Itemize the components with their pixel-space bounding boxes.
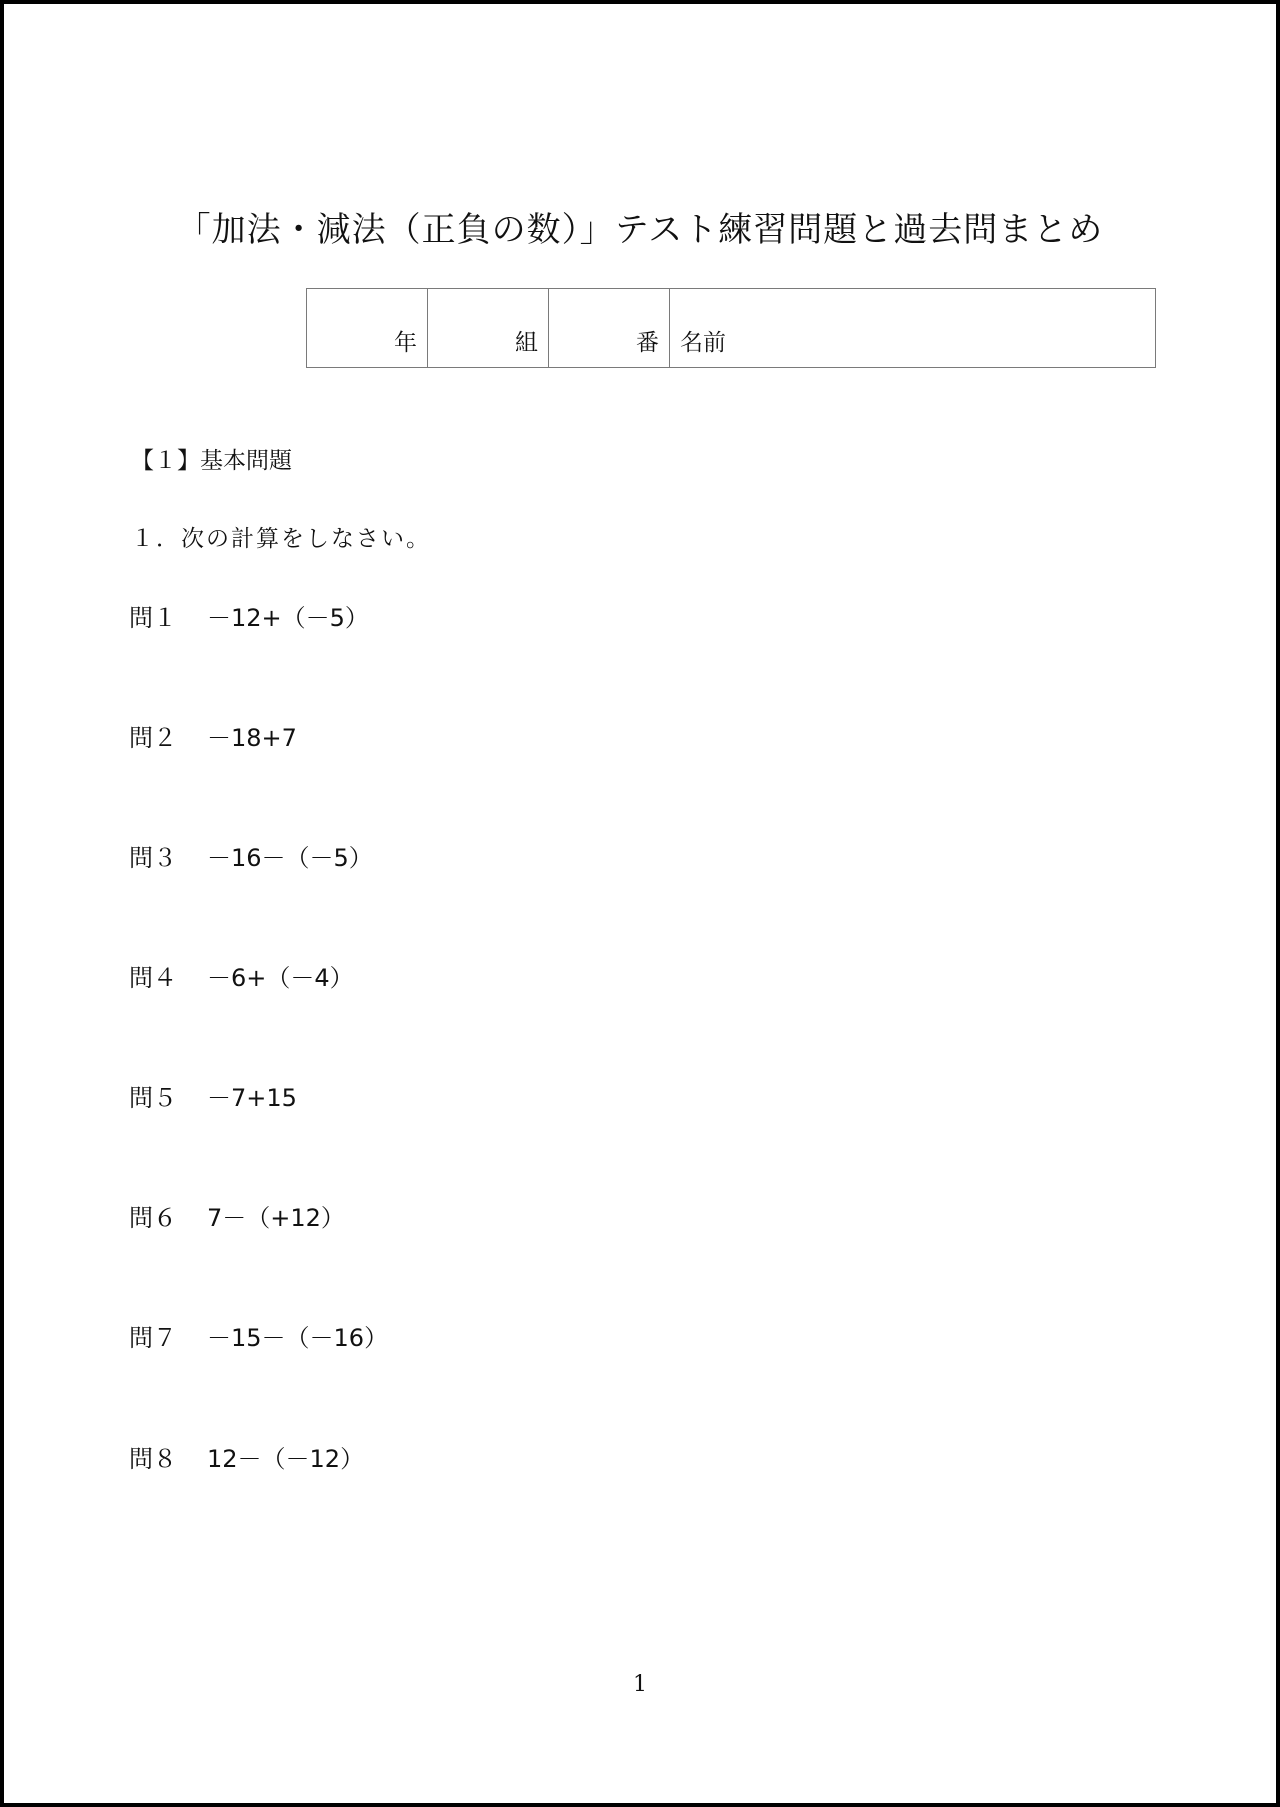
problem-label: 問１ (129, 604, 177, 632)
problem-label: 問３ (129, 844, 177, 872)
year-label: 年 (394, 330, 417, 356)
problem-8 (129, 1439, 364, 1474)
problem-expression: 12－（－12） (207, 1445, 365, 1473)
name-field[interactable] (670, 289, 1156, 368)
problem-6 (129, 1198, 345, 1233)
page-title: 「加法・減法（正負の数）」テスト練習問題と過去問まとめ (176, 210, 1104, 250)
problem-3 (129, 838, 373, 873)
problem-label: 問７ (129, 1324, 177, 1352)
class-label: 組 (515, 330, 538, 356)
problem-expression: －16－（－5） (207, 844, 373, 872)
problem-expression: －15－（－16） (207, 1324, 389, 1352)
problem-1 (129, 598, 369, 633)
problem-expression: －12+（－5） (207, 604, 369, 632)
problem-4 (129, 958, 354, 993)
student-info-table (306, 288, 1156, 368)
problem-expression: 7－（+12） (207, 1204, 345, 1232)
problem-label: 問４ (129, 964, 177, 992)
problem-7 (129, 1318, 388, 1353)
number-field[interactable] (549, 289, 670, 368)
problem-expression: －6+（－4） (207, 964, 354, 992)
problem-2 (129, 718, 297, 753)
page-number: 1 (633, 1672, 647, 1697)
problem-label: 問２ (129, 724, 177, 752)
instruction-text: １．次の計算をしなさい。 (131, 526, 431, 552)
problem-expression: －18+7 (207, 724, 297, 752)
problem-5 (129, 1078, 297, 1113)
year-field[interactable] (307, 289, 428, 368)
section-heading: 【１】基本問題 (131, 448, 292, 474)
number-label: 番 (636, 330, 659, 356)
class-field[interactable] (428, 289, 549, 368)
problem-label: 問８ (129, 1445, 177, 1473)
problem-label: 問６ (129, 1204, 177, 1232)
name-label: 名前 (680, 330, 726, 356)
problem-label: 問５ (129, 1084, 177, 1112)
problem-expression: －7+15 (207, 1084, 297, 1112)
